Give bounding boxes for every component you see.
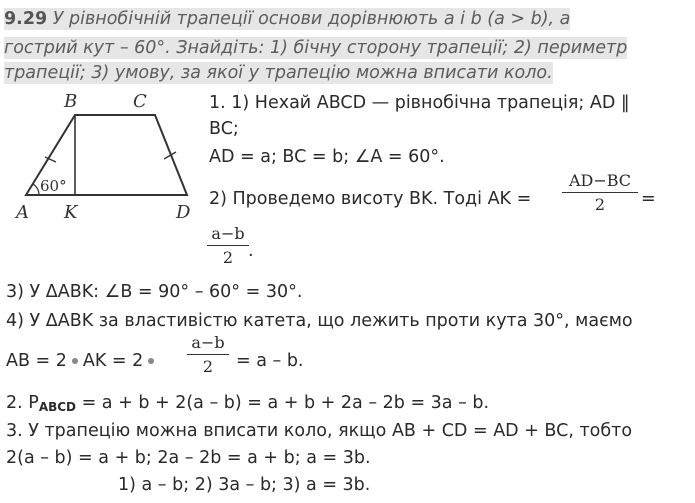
- solution-step-2: 2) Проведемо висоту BK. Тоді AK =: [209, 189, 532, 209]
- vertex-label-c: C: [133, 91, 147, 112]
- problem-line-1: [4, 8, 692, 30]
- fraction-ak-denominator: 2: [594, 195, 606, 214]
- perimeter-prefix: 2. P: [6, 393, 39, 413]
- problem-number: 9.29: [4, 9, 48, 29]
- vertex-label-b: B: [64, 91, 78, 112]
- angle-label: 60°: [40, 177, 67, 195]
- trapezoid-figure: [0, 85, 205, 225]
- ab-equals-2: AB = 2: [6, 351, 67, 371]
- vertex-label-k: K: [64, 202, 78, 223]
- solution-step-4: 4) У ΔABK за властивістю катета, що лежить проти кута 30°, маємо: [6, 311, 633, 331]
- problem-text-3: трапеції; 3) умову, за якої у трапецію можна вписати коло.: [4, 63, 553, 83]
- solution-step-1c: AD = a; BC = b; ∠A = 60°.: [209, 147, 445, 167]
- problem-line-2: [4, 37, 692, 59]
- fraction-ak-numerator: AD−BC: [568, 171, 632, 190]
- solution-step-3: 3) У ΔABK: ∠B = 90° – 60° = 30°.: [6, 282, 303, 302]
- problem-text-2: гострий кут – 60°. Знайдіть: 1) бічну сторону трапеції; 2) периметр: [4, 38, 628, 58]
- ak-equals-2: AK = 2: [82, 351, 144, 371]
- equals-sign: =: [641, 189, 656, 209]
- fraction-ab: [187, 333, 229, 376]
- inscribed-circle-derivation: 2(a – b) = a + b; 2a – 2b = a + b; a = 3b.: [6, 448, 371, 468]
- perimeter-line: [6, 392, 489, 418]
- fraction-ak-simplified-denominator: 2: [222, 248, 234, 267]
- solution-step-5: [6, 350, 159, 372]
- fraction-ak-simplified-numerator: a−b: [211, 224, 245, 243]
- solution-step-1a: 1. 1) Нехай ABCD — рівнобічна трапеція; AD ‖: [209, 93, 630, 113]
- fraction-ak-bar: [562, 192, 638, 193]
- fraction-ab-numerator: a−b: [191, 333, 225, 352]
- inscribed-circle-condition: 3. У трапецію можна вписати коло, якщо AB + CD = AD + BC, тобто: [6, 421, 633, 441]
- problem-line-3: [4, 62, 692, 84]
- fraction-ak: [562, 171, 638, 214]
- fraction-ab-denominator: 2: [202, 357, 214, 376]
- perimeter-subscript: ABCD: [38, 400, 77, 414]
- solution-step-1b: BC;: [209, 119, 239, 139]
- vertex-label-a: A: [16, 202, 29, 223]
- solution-step-5-result: = a – b.: [236, 351, 304, 371]
- final-answer: 1) a – b; 2) 3a – b; 3) a = 3b.: [118, 475, 371, 495]
- vertex-label-d: D: [176, 202, 191, 223]
- perimeter-expression: = a + b + 2(a – b) = a + b + 2a – 2b = 3a – b.: [76, 393, 490, 413]
- fraction-ak-simplified-bar: [207, 245, 249, 246]
- fraction-ab-bar: [187, 354, 229, 355]
- fraction-ak-period: .: [248, 241, 254, 261]
- angle-arc: [33, 184, 39, 195]
- problem-text-1: У рівнобічній трапеції основи дорівнюють a і b (a > b), а: [52, 9, 571, 29]
- fraction-ak-simplified: [207, 224, 249, 267]
- multiply-dot-icon: [72, 358, 78, 364]
- multiply-dot-icon: [148, 358, 154, 364]
